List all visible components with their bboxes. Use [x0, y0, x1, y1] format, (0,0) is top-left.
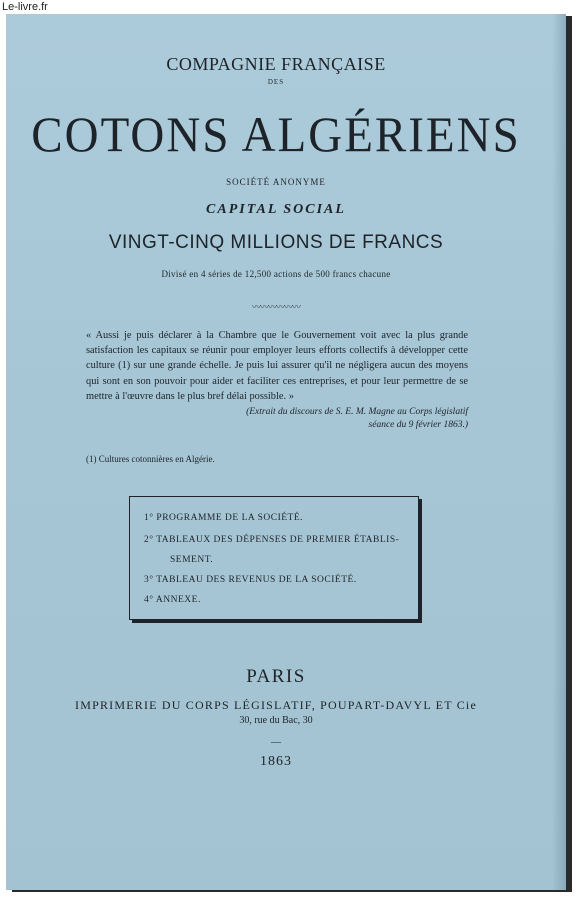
document-page	[6, 14, 566, 890]
footnote: (1) Cultures cotonnières en Algérie.	[86, 454, 215, 464]
company-line: COMPAGNIE FRANÇAISE	[166, 54, 386, 74]
capital-label: CAPITAL SOCIAL	[206, 202, 346, 217]
contents-item-2: 2° TABLEAUX DES DÉPENSES DE PREMIER ÉTABLIS-	[144, 535, 400, 545]
contents-item-2-cont: SEMENT.	[170, 555, 214, 565]
imprint-address: 30, rue du Bac, 30	[239, 715, 313, 726]
company-type: SOCIÉTÉ ANONYME	[226, 177, 326, 187]
contents-item-4: 4° ANNEXE.	[144, 595, 201, 605]
capital-division: Divisé en 4 séries de 12,500 actions de 500 francs chacune	[161, 269, 391, 279]
quote-paragraph: « Aussi je puis déclarer à la Chambre que le Gouvernement voit avec la plus grande satisfaction les capitaux se réunir pour employer leurs efforts collectifs à développer cette culture (1) sur une grande échelle. Je puis lui assurer qu'il ne négligera aucun des moyens qui sont en son pouvoir pour aider et faciliter ces entreprises, et pour leur permettre de se mettre à l'œuvre dans le plus bref délai possible. »	[86, 330, 468, 402]
imprint-separator: —	[271, 737, 281, 748]
imprint-city: PARIS	[246, 666, 306, 687]
contents-item-3: 3° TABLEAU DES REVENUS DE LA SOCIÉTÉ.	[144, 575, 357, 585]
watermark: Le-livre.fr	[2, 1, 48, 13]
citation-line-2: séance du 9 février 1863.)	[368, 420, 468, 430]
quote-citation	[206, 406, 468, 432]
citation-line-1: (Extrait du discours de S. E. M. Magne au Corps législatif	[246, 407, 468, 417]
imprint-year: 1863	[260, 754, 292, 769]
contents-box	[129, 496, 419, 620]
main-title: COTONS ALGÉRIENS	[31, 107, 521, 163]
contents-item-1: 1° PROGRAMME DE LA SOCIÉTÉ.	[144, 513, 304, 523]
capital-amount: VINGT-CINQ MILLIONS DE FRANCS	[108, 232, 444, 253]
ornament-divider: 〰〰〰〰〰〰	[251, 302, 300, 312]
page-spine-shadow	[552, 14, 566, 890]
connector-word: DES	[267, 78, 285, 86]
imprint-printer: IMPRIMERIE DU CORPS LÉGISLATIF, POUPART-DAVYL ET Cie	[75, 698, 477, 712]
